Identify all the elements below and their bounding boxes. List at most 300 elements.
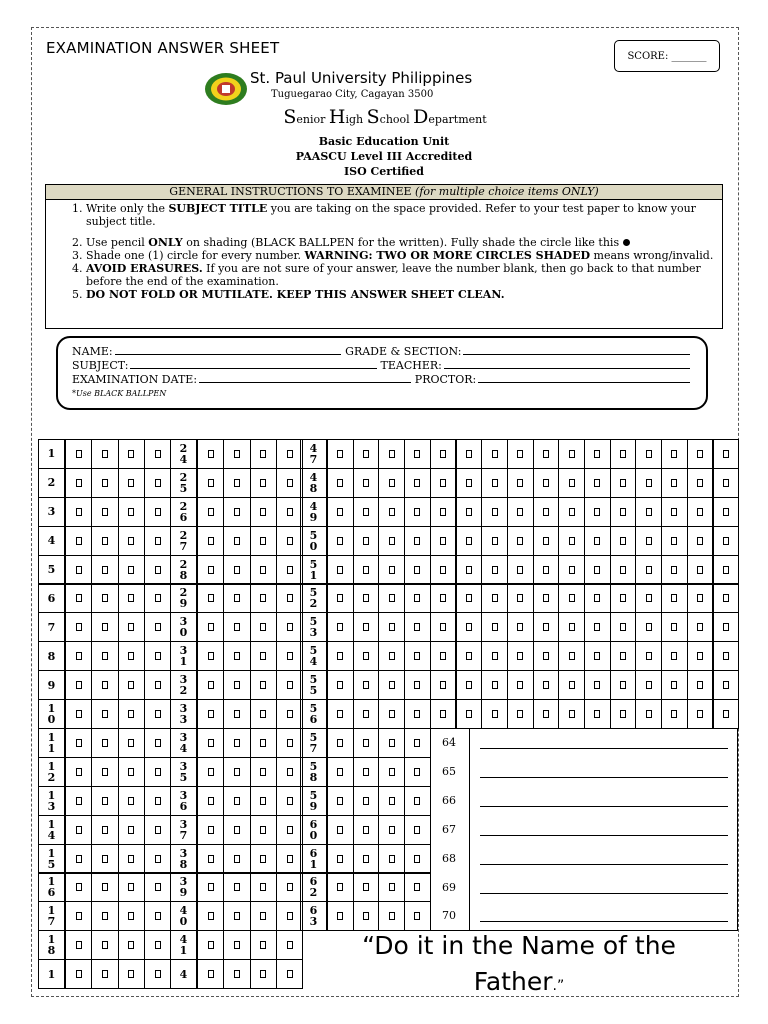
answer-bubble[interactable] <box>118 728 145 758</box>
answer-bubble[interactable] <box>456 468 483 498</box>
answer-bubble[interactable] <box>558 670 585 700</box>
answer-bubble[interactable] <box>558 439 585 469</box>
answer-bubble[interactable] <box>558 584 585 614</box>
answer-bubble[interactable] <box>353 555 380 585</box>
answer-bubble[interactable] <box>713 699 740 729</box>
answer-bubble[interactable] <box>144 815 171 845</box>
answer-bubble[interactable] <box>144 930 171 960</box>
answer-bubble[interactable] <box>197 930 224 960</box>
answer-bubble[interactable] <box>378 612 405 642</box>
answer-bubble[interactable] <box>687 497 714 527</box>
answer-bubble[interactable] <box>223 728 250 758</box>
answer-bubble[interactable] <box>197 555 224 585</box>
answer-bubble[interactable] <box>197 959 224 989</box>
answer-bubble[interactable] <box>327 873 354 903</box>
answer-bubble[interactable] <box>118 439 145 469</box>
answer-bubble[interactable] <box>91 815 118 845</box>
answer-bubble[interactable] <box>558 699 585 729</box>
answer-bubble[interactable] <box>507 612 534 642</box>
answer-bubble[interactable] <box>687 584 714 614</box>
answer-bubble[interactable] <box>430 439 457 469</box>
answer-bubble[interactable] <box>250 612 277 642</box>
answer-bubble[interactable] <box>481 641 508 671</box>
answer-bubble[interactable] <box>584 439 611 469</box>
answer-bubble[interactable] <box>456 699 483 729</box>
answer-bubble[interactable] <box>584 526 611 556</box>
answer-bubble[interactable] <box>223 757 250 787</box>
answer-bubble[interactable] <box>533 699 560 729</box>
answer-bubble[interactable] <box>713 439 740 469</box>
answer-bubble[interactable] <box>197 699 224 729</box>
answer-bubble[interactable] <box>250 901 277 931</box>
essay-answer-line[interactable] <box>480 777 728 778</box>
answer-bubble[interactable] <box>250 786 277 816</box>
answer-bubble[interactable] <box>250 641 277 671</box>
answer-bubble[interactable] <box>404 468 431 498</box>
answer-bubble[interactable] <box>430 699 457 729</box>
answer-bubble[interactable] <box>687 555 714 585</box>
answer-bubble[interactable] <box>91 930 118 960</box>
answer-bubble[interactable] <box>118 844 145 874</box>
answer-bubble[interactable] <box>558 526 585 556</box>
answer-bubble[interactable] <box>378 439 405 469</box>
answer-bubble[interactable] <box>610 584 637 614</box>
answer-bubble[interactable] <box>687 670 714 700</box>
essay-answer-line[interactable] <box>480 921 728 922</box>
answer-bubble[interactable] <box>610 497 637 527</box>
answer-bubble[interactable] <box>327 815 354 845</box>
answer-bubble[interactable] <box>65 757 92 787</box>
answer-bubble[interactable] <box>327 439 354 469</box>
answer-bubble[interactable] <box>661 584 688 614</box>
answer-bubble[interactable] <box>144 555 171 585</box>
answer-bubble[interactable] <box>687 612 714 642</box>
answer-bubble[interactable] <box>661 555 688 585</box>
answer-bubble[interactable] <box>353 728 380 758</box>
answer-bubble[interactable] <box>144 699 171 729</box>
answer-bubble[interactable] <box>378 757 405 787</box>
answer-bubble[interactable] <box>327 468 354 498</box>
answer-bubble[interactable] <box>610 526 637 556</box>
answer-bubble[interactable] <box>378 728 405 758</box>
answer-bubble[interactable] <box>118 959 145 989</box>
answer-bubble[interactable] <box>327 641 354 671</box>
answer-bubble[interactable] <box>635 526 662 556</box>
answer-bubble[interactable] <box>687 439 714 469</box>
answer-bubble[interactable] <box>661 468 688 498</box>
answer-bubble[interactable] <box>404 699 431 729</box>
answer-bubble[interactable] <box>223 844 250 874</box>
answer-bubble[interactable] <box>118 526 145 556</box>
answer-bubble[interactable] <box>713 468 740 498</box>
answer-bubble[interactable] <box>635 641 662 671</box>
answer-bubble[interactable] <box>507 699 534 729</box>
answer-bubble[interactable] <box>661 699 688 729</box>
answer-bubble[interactable] <box>404 901 431 931</box>
answer-bubble[interactable] <box>327 584 354 614</box>
answer-bubble[interactable] <box>713 555 740 585</box>
answer-bubble[interactable] <box>197 728 224 758</box>
answer-bubble[interactable] <box>250 584 277 614</box>
answer-bubble[interactable] <box>378 584 405 614</box>
answer-bubble[interactable] <box>197 757 224 787</box>
answer-bubble[interactable] <box>661 612 688 642</box>
answer-bubble[interactable] <box>661 641 688 671</box>
answer-bubble[interactable] <box>378 670 405 700</box>
answer-bubble[interactable] <box>144 641 171 671</box>
answer-bubble[interactable] <box>481 584 508 614</box>
answer-bubble[interactable] <box>223 468 250 498</box>
answer-bubble[interactable] <box>91 526 118 556</box>
answer-bubble[interactable] <box>430 497 457 527</box>
answer-bubble[interactable] <box>533 468 560 498</box>
answer-bubble[interactable] <box>353 584 380 614</box>
answer-bubble[interactable] <box>481 526 508 556</box>
answer-bubble[interactable] <box>378 497 405 527</box>
answer-bubble[interactable] <box>353 497 380 527</box>
answer-bubble[interactable] <box>118 468 145 498</box>
answer-bubble[interactable] <box>250 699 277 729</box>
answer-bubble[interactable] <box>327 497 354 527</box>
answer-bubble[interactable] <box>430 555 457 585</box>
answer-bubble[interactable] <box>144 901 171 931</box>
answer-bubble[interactable] <box>65 555 92 585</box>
answer-bubble[interactable] <box>144 873 171 903</box>
answer-bubble[interactable] <box>118 930 145 960</box>
answer-bubble[interactable] <box>118 555 145 585</box>
answer-bubble[interactable] <box>91 670 118 700</box>
answer-bubble[interactable] <box>687 699 714 729</box>
answer-bubble[interactable] <box>91 641 118 671</box>
answer-bubble[interactable] <box>91 844 118 874</box>
answer-bubble[interactable] <box>197 670 224 700</box>
name-field[interactable] <box>115 345 342 355</box>
answer-bubble[interactable] <box>250 815 277 845</box>
answer-bubble[interactable] <box>250 670 277 700</box>
answer-bubble[interactable] <box>65 728 92 758</box>
answer-bubble[interactable] <box>558 497 585 527</box>
answer-bubble[interactable] <box>713 497 740 527</box>
answer-bubble[interactable] <box>327 555 354 585</box>
answer-bubble[interactable] <box>713 641 740 671</box>
answer-bubble[interactable] <box>635 555 662 585</box>
answer-bubble[interactable] <box>353 526 380 556</box>
answer-bubble[interactable] <box>353 699 380 729</box>
answer-bubble[interactable] <box>91 901 118 931</box>
answer-bubble[interactable] <box>378 815 405 845</box>
answer-bubble[interactable] <box>223 584 250 614</box>
answer-bubble[interactable] <box>456 439 483 469</box>
answer-bubble[interactable] <box>584 699 611 729</box>
answer-bubble[interactable] <box>584 497 611 527</box>
answer-bubble[interactable] <box>713 526 740 556</box>
answer-bubble[interactable] <box>456 555 483 585</box>
answer-bubble[interactable] <box>353 873 380 903</box>
answer-bubble[interactable] <box>223 612 250 642</box>
answer-bubble[interactable] <box>197 526 224 556</box>
answer-bubble[interactable] <box>65 584 92 614</box>
answer-bubble[interactable] <box>65 468 92 498</box>
answer-bubble[interactable] <box>327 786 354 816</box>
answer-bubble[interactable] <box>250 439 277 469</box>
answer-bubble[interactable] <box>481 699 508 729</box>
answer-bubble[interactable] <box>533 641 560 671</box>
answer-bubble[interactable] <box>430 670 457 700</box>
answer-bubble[interactable] <box>661 439 688 469</box>
answer-bubble[interactable] <box>584 641 611 671</box>
answer-bubble[interactable] <box>430 612 457 642</box>
answer-bubble[interactable] <box>65 930 92 960</box>
answer-bubble[interactable] <box>558 641 585 671</box>
answer-bubble[interactable] <box>91 612 118 642</box>
answer-bubble[interactable] <box>144 497 171 527</box>
answer-bubble[interactable] <box>197 468 224 498</box>
answer-bubble[interactable] <box>223 959 250 989</box>
answer-bubble[interactable] <box>223 555 250 585</box>
answer-bubble[interactable] <box>430 641 457 671</box>
answer-bubble[interactable] <box>661 670 688 700</box>
answer-bubble[interactable] <box>91 728 118 758</box>
answer-bubble[interactable] <box>558 468 585 498</box>
answer-bubble[interactable] <box>584 584 611 614</box>
answer-bubble[interactable] <box>118 901 145 931</box>
answer-bubble[interactable] <box>91 439 118 469</box>
date-field[interactable] <box>199 373 411 383</box>
answer-bubble[interactable] <box>144 584 171 614</box>
answer-bubble[interactable] <box>223 901 250 931</box>
answer-bubble[interactable] <box>118 815 145 845</box>
answer-bubble[interactable] <box>197 901 224 931</box>
teacher-field[interactable] <box>444 359 690 369</box>
answer-bubble[interactable] <box>65 959 92 989</box>
answer-bubble[interactable] <box>378 844 405 874</box>
answer-bubble[interactable] <box>118 757 145 787</box>
answer-bubble[interactable] <box>378 699 405 729</box>
answer-bubble[interactable] <box>250 497 277 527</box>
answer-bubble[interactable] <box>507 555 534 585</box>
answer-bubble[interactable] <box>91 468 118 498</box>
answer-bubble[interactable] <box>507 439 534 469</box>
answer-bubble[interactable] <box>250 526 277 556</box>
answer-bubble[interactable] <box>353 468 380 498</box>
answer-bubble[interactable] <box>91 959 118 989</box>
answer-bubble[interactable] <box>197 612 224 642</box>
answer-bubble[interactable] <box>91 757 118 787</box>
answer-bubble[interactable] <box>223 786 250 816</box>
score-box[interactable] <box>614 40 720 72</box>
answer-bubble[interactable] <box>65 670 92 700</box>
answer-bubble[interactable] <box>197 873 224 903</box>
answer-bubble[interactable] <box>404 786 431 816</box>
answer-bubble[interactable] <box>533 526 560 556</box>
answer-bubble[interactable] <box>507 468 534 498</box>
essay-answer-line[interactable] <box>480 748 728 749</box>
answer-bubble[interactable] <box>91 584 118 614</box>
answer-bubble[interactable] <box>144 670 171 700</box>
answer-bubble[interactable] <box>118 641 145 671</box>
answer-bubble[interactable] <box>197 497 224 527</box>
answer-bubble[interactable] <box>507 584 534 614</box>
answer-bubble[interactable] <box>91 699 118 729</box>
answer-bubble[interactable] <box>456 497 483 527</box>
answer-bubble[interactable] <box>687 641 714 671</box>
answer-bubble[interactable] <box>65 699 92 729</box>
answer-bubble[interactable] <box>65 844 92 874</box>
answer-bubble[interactable] <box>118 670 145 700</box>
answer-bubble[interactable] <box>65 497 92 527</box>
answer-bubble[interactable] <box>197 786 224 816</box>
answer-bubble[interactable] <box>558 555 585 585</box>
answer-bubble[interactable] <box>144 786 171 816</box>
answer-bubble[interactable] <box>250 873 277 903</box>
answer-bubble[interactable] <box>481 439 508 469</box>
answer-bubble[interactable] <box>713 670 740 700</box>
answer-bubble[interactable] <box>558 612 585 642</box>
answer-bubble[interactable] <box>378 901 405 931</box>
answer-bubble[interactable] <box>404 641 431 671</box>
essay-answer-line[interactable] <box>480 835 728 836</box>
answer-bubble[interactable] <box>404 844 431 874</box>
answer-bubble[interactable] <box>404 873 431 903</box>
answer-bubble[interactable] <box>430 584 457 614</box>
answer-bubble[interactable] <box>635 439 662 469</box>
answer-bubble[interactable] <box>144 468 171 498</box>
answer-bubble[interactable] <box>118 873 145 903</box>
essay-answer-line[interactable] <box>480 806 728 807</box>
answer-bubble[interactable] <box>481 468 508 498</box>
answer-bubble[interactable] <box>353 612 380 642</box>
answer-bubble[interactable] <box>610 555 637 585</box>
answer-bubble[interactable] <box>610 439 637 469</box>
answer-bubble[interactable] <box>223 873 250 903</box>
essay-answer-line[interactable] <box>480 893 728 894</box>
answer-bubble[interactable] <box>584 468 611 498</box>
answer-bubble[interactable] <box>533 497 560 527</box>
answer-bubble[interactable] <box>91 873 118 903</box>
answer-bubble[interactable] <box>197 815 224 845</box>
answer-bubble[interactable] <box>144 757 171 787</box>
answer-bubble[interactable] <box>713 612 740 642</box>
answer-bubble[interactable] <box>610 468 637 498</box>
answer-bubble[interactable] <box>65 526 92 556</box>
answer-bubble[interactable] <box>610 670 637 700</box>
answer-bubble[interactable] <box>661 497 688 527</box>
answer-bubble[interactable] <box>353 901 380 931</box>
answer-bubble[interactable] <box>404 728 431 758</box>
answer-bubble[interactable] <box>223 439 250 469</box>
answer-bubble[interactable] <box>91 497 118 527</box>
answer-bubble[interactable] <box>65 815 92 845</box>
answer-bubble[interactable] <box>223 670 250 700</box>
answer-bubble[interactable] <box>481 612 508 642</box>
answer-bubble[interactable] <box>430 526 457 556</box>
answer-bubble[interactable] <box>223 526 250 556</box>
answer-bubble[interactable] <box>223 497 250 527</box>
grade-field[interactable] <box>463 345 690 355</box>
answer-bubble[interactable] <box>353 641 380 671</box>
answer-bubble[interactable] <box>456 584 483 614</box>
answer-bubble[interactable] <box>327 728 354 758</box>
answer-bubble[interactable] <box>250 930 277 960</box>
subject-field[interactable] <box>130 359 376 369</box>
answer-bubble[interactable] <box>353 786 380 816</box>
answer-bubble[interactable] <box>91 555 118 585</box>
answer-bubble[interactable] <box>197 844 224 874</box>
answer-bubble[interactable] <box>507 497 534 527</box>
answer-bubble[interactable] <box>378 873 405 903</box>
answer-bubble[interactable] <box>353 844 380 874</box>
answer-bubble[interactable] <box>430 468 457 498</box>
answer-bubble[interactable] <box>91 786 118 816</box>
answer-bubble[interactable] <box>250 959 277 989</box>
answer-bubble[interactable] <box>635 699 662 729</box>
answer-bubble[interactable] <box>404 670 431 700</box>
answer-bubble[interactable] <box>378 786 405 816</box>
proctor-field[interactable] <box>478 373 690 383</box>
answer-bubble[interactable] <box>327 901 354 931</box>
answer-bubble[interactable] <box>584 612 611 642</box>
answer-bubble[interactable] <box>456 612 483 642</box>
essay-answer-line[interactable] <box>480 864 728 865</box>
answer-bubble[interactable] <box>610 641 637 671</box>
answer-bubble[interactable] <box>610 612 637 642</box>
answer-bubble[interactable] <box>610 699 637 729</box>
answer-bubble[interactable] <box>327 844 354 874</box>
answer-bubble[interactable] <box>65 612 92 642</box>
answer-bubble[interactable] <box>118 497 145 527</box>
answer-bubble[interactable] <box>223 699 250 729</box>
answer-bubble[interactable] <box>144 439 171 469</box>
answer-bubble[interactable] <box>404 584 431 614</box>
answer-bubble[interactable] <box>118 584 145 614</box>
answer-bubble[interactable] <box>404 497 431 527</box>
answer-bubble[interactable] <box>507 526 534 556</box>
answer-bubble[interactable] <box>533 612 560 642</box>
answer-bubble[interactable] <box>144 612 171 642</box>
answer-bubble[interactable] <box>378 641 405 671</box>
answer-bubble[interactable] <box>404 757 431 787</box>
answer-bubble[interactable] <box>118 612 145 642</box>
answer-bubble[interactable] <box>65 901 92 931</box>
answer-bubble[interactable] <box>250 468 277 498</box>
answer-bubble[interactable] <box>456 526 483 556</box>
answer-bubble[interactable] <box>197 439 224 469</box>
answer-bubble[interactable] <box>481 670 508 700</box>
answer-bubble[interactable] <box>327 699 354 729</box>
answer-bubble[interactable] <box>404 439 431 469</box>
answer-bubble[interactable] <box>635 612 662 642</box>
answer-bubble[interactable] <box>378 526 405 556</box>
answer-bubble[interactable] <box>353 815 380 845</box>
answer-bubble[interactable] <box>404 555 431 585</box>
answer-bubble[interactable] <box>404 612 431 642</box>
answer-bubble[interactable] <box>250 844 277 874</box>
answer-bubble[interactable] <box>635 584 662 614</box>
answer-bubble[interactable] <box>327 612 354 642</box>
answer-bubble[interactable] <box>661 526 688 556</box>
answer-bubble[interactable] <box>250 728 277 758</box>
answer-bubble[interactable] <box>404 526 431 556</box>
answer-bubble[interactable] <box>327 670 354 700</box>
answer-bubble[interactable] <box>327 757 354 787</box>
answer-bubble[interactable] <box>353 439 380 469</box>
answer-bubble[interactable] <box>378 468 405 498</box>
answer-bubble[interactable] <box>507 670 534 700</box>
answer-bubble[interactable] <box>144 844 171 874</box>
answer-bubble[interactable] <box>687 468 714 498</box>
answer-bubble[interactable] <box>65 786 92 816</box>
answer-bubble[interactable] <box>584 670 611 700</box>
